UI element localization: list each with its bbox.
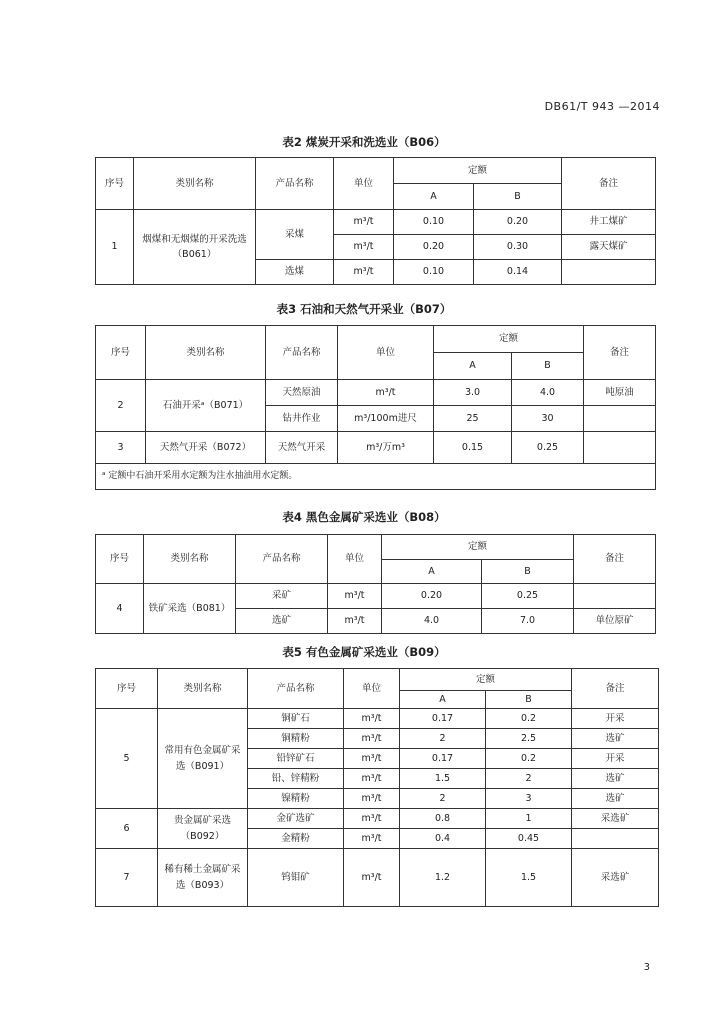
cell-category: 石油开采ᵃ（B071）: [146, 380, 266, 432]
header-unit: 单位: [334, 158, 394, 210]
cell-category: 天然气开采（B072）: [146, 432, 266, 464]
cell-a: 0.17: [400, 709, 486, 729]
cell-a: 0.8: [400, 809, 486, 829]
cell-product: 天然气开采: [266, 432, 338, 464]
cell-b: 2.5: [486, 729, 572, 749]
cell-category: 贵金属矿采选（B092）: [158, 809, 248, 849]
cell-unit: m³/t: [344, 849, 400, 907]
header-seq: 序号: [96, 326, 146, 380]
cell-b: 7.0: [482, 609, 574, 634]
cell-product: 金精粉: [248, 829, 344, 849]
header-category: 类别名称: [158, 669, 248, 709]
header-b: B: [512, 353, 584, 380]
cell-product: 钨钼矿: [248, 849, 344, 907]
cell-a: 4.0: [382, 609, 482, 634]
cell-remark: [562, 260, 656, 285]
cell-b: 3: [486, 789, 572, 809]
cell-remark: 吨原油: [584, 380, 656, 406]
cell-b: 0.14: [474, 260, 562, 285]
cell-product: 金矿选矿: [248, 809, 344, 829]
cell-unit: m³/t: [344, 769, 400, 789]
header-seq: 序号: [96, 158, 134, 210]
cell-b: 0.25: [512, 432, 584, 464]
cell-unit: m³/t: [338, 380, 434, 406]
cell-a: 1.5: [400, 769, 486, 789]
cell-b: 0.25: [482, 584, 574, 609]
table3: [95, 325, 656, 490]
cell-a: 0.10: [394, 210, 474, 235]
cell-product: 铅锌矿石: [248, 749, 344, 769]
header-unit: 单位: [338, 326, 434, 380]
header-remark: 备注: [584, 326, 656, 380]
cell-product: 选煤: [256, 260, 334, 285]
cell-remark: 采选矿: [572, 809, 659, 829]
cell-unit: m³/t: [334, 260, 394, 285]
cell-product: 采煤: [256, 210, 334, 260]
header-remark: 备注: [574, 535, 656, 584]
cell-a: 2: [400, 789, 486, 809]
header-remark: 备注: [562, 158, 656, 210]
cell-remark: 井工煤矿: [562, 210, 656, 235]
cell-a: 25: [434, 406, 512, 432]
table3-title: 表3 石油和天然气开采业（B07）: [276, 302, 452, 316]
cell-remark: 开采: [572, 709, 659, 729]
cell-b: 0.2: [486, 709, 572, 729]
header-b: B: [486, 691, 572, 709]
cell-remark: 选矿: [572, 789, 659, 809]
cell-b: 0.20: [474, 210, 562, 235]
header-product: 产品名称: [266, 326, 338, 380]
cell-seq: 7: [96, 849, 158, 907]
cell-product: 天然原油: [266, 380, 338, 406]
cell-unit: m³/100m进尺: [338, 406, 434, 432]
header-quota: 定额: [394, 158, 562, 184]
cell-product: 铅、锌精粉: [248, 769, 344, 789]
cell-product: 采矿: [236, 584, 328, 609]
cell-remark: [584, 406, 656, 432]
cell-a: 2: [400, 729, 486, 749]
header-a: A: [400, 691, 486, 709]
header-b: B: [482, 560, 574, 584]
header-category: 类别名称: [134, 158, 256, 210]
cell-a: 0.15: [434, 432, 512, 464]
cell-product: 钻井作业: [266, 406, 338, 432]
cell-unit: m³/t: [344, 729, 400, 749]
table4-title: 表4 黑色金属矿采选业（B08）: [282, 510, 446, 524]
cell-seq: 3: [96, 432, 146, 464]
cell-category: 烟煤和无烟煤的开采洗选（B061）: [134, 210, 256, 285]
header-product: 产品名称: [248, 669, 344, 709]
cell-category: 铁矿采选（B081）: [144, 584, 236, 634]
cell-remark: 露天煤矿: [562, 235, 656, 260]
cell-a: 0.4: [400, 829, 486, 849]
cell-remark: [572, 829, 659, 849]
header-remark: 备注: [572, 669, 659, 709]
cell-seq: 2: [96, 380, 146, 432]
table2-title: 表2 煤炭开采和洗选业（B06）: [282, 135, 446, 149]
cell-a: 0.20: [382, 584, 482, 609]
cell-product: 选矿: [236, 609, 328, 634]
cell-b: 0.2: [486, 749, 572, 769]
cell-b: 1: [486, 809, 572, 829]
table4: [95, 534, 656, 634]
header-category: 类别名称: [144, 535, 236, 584]
cell-remark: 单位原矿: [574, 609, 656, 634]
cell-unit: m³/t: [344, 749, 400, 769]
cell-unit: m³/t: [328, 609, 382, 634]
cell-seq: 6: [96, 809, 158, 849]
header-a: A: [434, 353, 512, 380]
cell-unit: m³/t: [344, 709, 400, 729]
table5-title: 表5 有色金属矿采选业（B09）: [282, 645, 446, 659]
header-unit: 单位: [344, 669, 400, 709]
header-unit: 单位: [328, 535, 382, 584]
header-quota: 定额: [382, 535, 574, 560]
table2: [95, 157, 656, 285]
cell-b: 2: [486, 769, 572, 789]
header-category: 类别名称: [146, 326, 266, 380]
cell-a: 0.10: [394, 260, 474, 285]
cell-unit: m³/t: [344, 809, 400, 829]
header-seq: 序号: [96, 669, 158, 709]
header-quota: 定额: [400, 669, 572, 691]
cell-remark: 选矿: [572, 769, 659, 789]
cell-b: 30: [512, 406, 584, 432]
cell-seq: 4: [96, 584, 144, 634]
cell-remark: [584, 432, 656, 464]
document-code: DB61/T 943 —2014: [544, 100, 660, 113]
cell-remark: [574, 584, 656, 609]
cell-product: 镍精粉: [248, 789, 344, 809]
table5: [95, 668, 659, 907]
cell-seq: 1: [96, 210, 134, 285]
cell-unit: m³/t: [334, 235, 394, 260]
header-seq: 序号: [96, 535, 144, 584]
cell-product: 铜精粉: [248, 729, 344, 749]
header-product: 产品名称: [256, 158, 334, 210]
header-product: 产品名称: [236, 535, 328, 584]
cell-product: 铜矿石: [248, 709, 344, 729]
table-footnote: ᵃ 定额中石油开采用水定额为注水抽油用水定额。: [96, 464, 656, 490]
cell-a: 3.0: [434, 380, 512, 406]
header-quota: 定额: [434, 326, 584, 353]
cell-b: 1.5: [486, 849, 572, 907]
cell-unit: m³/t: [344, 789, 400, 809]
header-a: A: [394, 184, 474, 210]
cell-b: 0.45: [486, 829, 572, 849]
cell-unit: m³/t: [344, 829, 400, 849]
cell-unit: m³/万m³: [338, 432, 434, 464]
cell-unit: m³/t: [334, 210, 394, 235]
cell-remark: 采选矿: [572, 849, 659, 907]
header-b: B: [474, 184, 562, 210]
cell-seq: 5: [96, 709, 158, 809]
cell-b: 0.30: [474, 235, 562, 260]
cell-a: 0.20: [394, 235, 474, 260]
cell-remark: 选矿: [572, 729, 659, 749]
cell-category: 常用有色金属矿采选（B091）: [158, 709, 248, 809]
cell-category: 稀有稀土金属矿采选（B093）: [158, 849, 248, 907]
page-number: 3: [643, 962, 650, 973]
cell-unit: m³/t: [328, 584, 382, 609]
cell-a: 1.2: [400, 849, 486, 907]
cell-remark: 开采: [572, 749, 659, 769]
cell-a: 0.17: [400, 749, 486, 769]
header-a: A: [382, 560, 482, 584]
cell-b: 4.0: [512, 380, 584, 406]
